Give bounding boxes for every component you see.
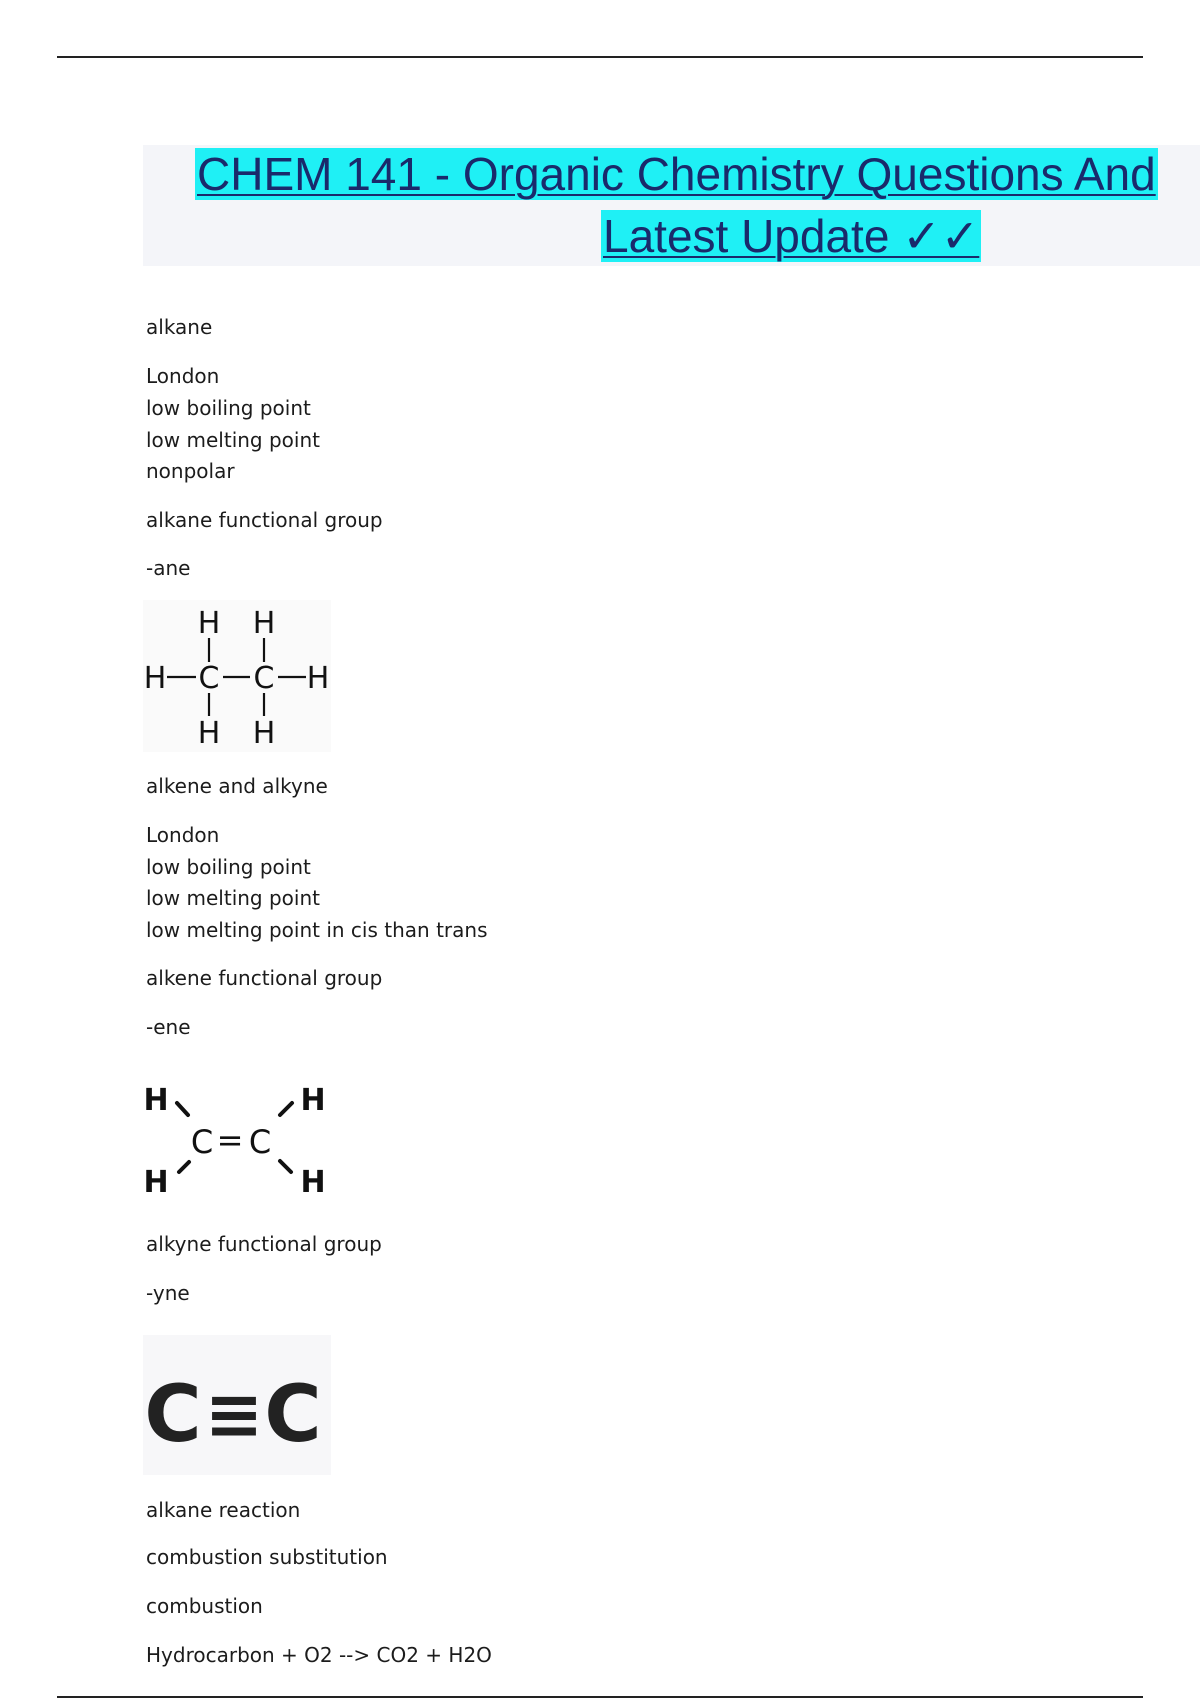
ethane-atom-h: H — [252, 716, 276, 751]
ethene-atom-h: H — [300, 1083, 326, 1118]
ethene-bond — [177, 1103, 188, 1115]
def-alkane-functional-group: -ane — [146, 556, 191, 580]
ethene-atom-h: H — [143, 1083, 169, 1118]
ethane-atom-h: H — [197, 606, 221, 641]
def-alkane-line-2: low boiling point — [146, 396, 311, 420]
ethane-atom-h: H — [252, 606, 276, 641]
ethane-atom-h: H — [197, 716, 221, 751]
ethene-double-bond: = — [216, 1121, 244, 1159]
ethane-atom-c: C — [198, 661, 220, 696]
def-alkane-line-4: nonpolar — [146, 459, 235, 483]
term-alkyne-functional-group: alkyne functional group — [146, 1232, 382, 1256]
ethene-atom-h: H — [143, 1165, 169, 1200]
alkyne-atom-c: C — [264, 1370, 322, 1460]
def-alkene-functional-group: -ene — [146, 1015, 191, 1039]
document-title-line-1: CHEM 141 - Organic Chemistry Questions And — [197, 148, 1156, 200]
term-alkane-functional-group: alkane functional group — [146, 508, 383, 532]
def-alkyne-functional-group: -yne — [146, 1281, 190, 1305]
ethene-atom-c: C — [248, 1123, 272, 1161]
header-rule — [57, 56, 1143, 58]
ethane-structure-diagram — [143, 600, 331, 752]
footer-rule — [57, 1696, 1143, 1698]
ethene-atom-h: H — [300, 1165, 326, 1200]
ethene-bond — [179, 1162, 189, 1172]
term-alkane-reaction: alkane reaction — [146, 1498, 301, 1522]
ethene-atom-c: C — [190, 1123, 214, 1161]
ethane-atom-c: C — [253, 661, 275, 696]
document-title-line-2: Latest Update ✓✓ — [603, 210, 980, 262]
alkyne-triple-bond: ≡ — [204, 1373, 264, 1455]
alkyne-atom-c: C — [144, 1370, 202, 1460]
def-alkane-line-1: London — [146, 364, 220, 388]
alkyne-structure-diagram — [143, 1335, 331, 1475]
term-alkene-functional-group: alkene functional group — [146, 966, 383, 990]
def-alkene-alkyne-line-4: low melting point in cis than trans — [146, 918, 488, 942]
ethene-bond — [280, 1161, 291, 1172]
ethene-bond — [280, 1103, 292, 1115]
term-combustion: combustion — [146, 1594, 263, 1618]
def-alkene-alkyne-line-3: low melting point — [146, 886, 320, 910]
ethane-atom-h: H — [143, 661, 167, 696]
term-alkane: alkane — [146, 315, 213, 339]
def-alkene-alkyne-line-1: London — [146, 823, 220, 847]
term-alkene-and-alkyne: alkene and alkyne — [146, 774, 328, 798]
ethane-atom-h: H — [306, 661, 330, 696]
title-banner — [143, 145, 1200, 266]
def-alkane-reaction: combustion substitution — [146, 1545, 388, 1569]
def-alkene-alkyne-line-2: low boiling point — [146, 855, 311, 879]
def-alkane-line-3: low melting point — [146, 428, 320, 452]
ethene-structure-diagram — [143, 1075, 331, 1205]
def-combustion: Hydrocarbon + O2 --> CO2 + H2O — [146, 1643, 492, 1667]
